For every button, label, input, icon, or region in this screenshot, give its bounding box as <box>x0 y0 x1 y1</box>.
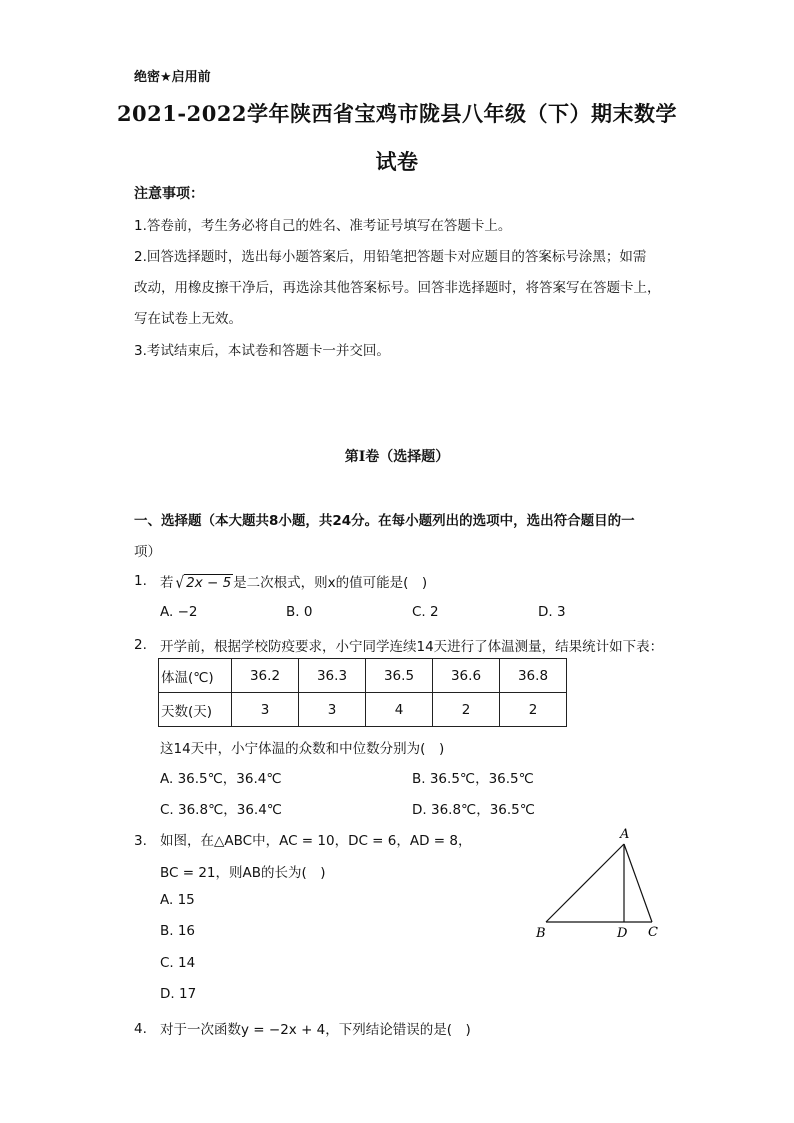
table-cell: 36.3 <box>299 659 366 693</box>
table-cell: 3 <box>232 693 299 727</box>
notice-line: 写在试卷上无效。 <box>134 311 242 327</box>
notice-line: 1.答卷前，考生务必将自己的姓名、准考证号填写在答题卡上。 <box>134 218 512 234</box>
question-number: 4. <box>134 1021 147 1037</box>
q1-prefix: 若 <box>160 575 174 591</box>
triangle-figure <box>530 822 670 944</box>
vertex-d-label: D <box>617 926 628 941</box>
radical-sign-icon: √ <box>175 573 185 593</box>
question-1-stem <box>160 571 427 591</box>
question-3-stem-line2: BC = 21，则AB的长为( ) <box>160 865 326 881</box>
table-cell: 36.8 <box>500 659 567 693</box>
option-d: D. 36.8℃，36.5℃ <box>412 802 535 818</box>
secret-mark: 绝密★启用前 <box>134 70 211 85</box>
table-row <box>159 693 567 727</box>
option-d: D. 3 <box>538 604 566 620</box>
option-b: B. 36.5℃，36.5℃ <box>412 771 534 787</box>
option-a: A. −2 <box>160 604 198 620</box>
table-row-label: 体温(℃) <box>159 659 232 693</box>
notice-heading: 注意事项： <box>134 186 204 202</box>
exam-title-line2: 试卷 <box>375 149 419 174</box>
question-2-ask: 这14天中，小宁体温的众数和中位数分别为( ) <box>160 741 445 757</box>
option-a: A. 15 <box>160 892 195 908</box>
notice-line: 改动，用橡皮擦干净后，再选涂其他答案标号。回答非选择题时，将答案写在答题卡上， <box>134 280 661 296</box>
q1-radicand: 2x − 5 <box>186 575 232 591</box>
question-4-stem: 对于一次函数y = −2x + 4，下列结论错误的是( ) <box>160 1022 471 1038</box>
table-cell: 4 <box>366 693 433 727</box>
option-b: B. 0 <box>286 604 313 620</box>
notice-line: 2.回答选择题时，选出每小题答案后，用铅笔把答题卡对应题目的答案标号涂黑；如需 <box>134 249 647 265</box>
segment-ac <box>624 844 652 922</box>
table-cell: 2 <box>500 693 567 727</box>
question-number: 2. <box>134 637 147 653</box>
table-row-label: 天数(天) <box>159 693 232 727</box>
part-heading-line1: 一、选择题（本大题共8小题，共24分。在每小题列出的选项中，选出符合题目的一 <box>134 513 635 529</box>
segment-ab <box>546 844 624 922</box>
table-cell: 3 <box>299 693 366 727</box>
vertex-c-label: C <box>648 925 658 940</box>
section-title: 第I卷（选择题） <box>344 449 450 465</box>
table-row <box>159 659 567 693</box>
option-c: C. 2 <box>412 604 439 620</box>
question-2-stem: 开学前，根据学校防疫要求，小宁同学连续14天进行了体温测量，结果统计如下表： <box>160 639 664 655</box>
question-3-stem-line1: 如图，在△ABC中，AC = 10，DC = 6，AD = 8， <box>160 833 472 849</box>
vertex-a-label: A <box>620 827 630 842</box>
sqrt-expression <box>176 575 234 591</box>
q1-suffix: 是二次根式，则x的值可能是( ) <box>233 575 428 591</box>
option-a: A. 36.5℃，36.4℃ <box>160 771 282 787</box>
option-c: C. 36.8℃，36.4℃ <box>160 802 282 818</box>
vertex-b-label: B <box>536 926 546 941</box>
temperature-table <box>158 658 567 727</box>
table-cell: 36.2 <box>232 659 299 693</box>
part-heading-line2: 项） <box>134 544 161 560</box>
table-cell: 36.5 <box>366 659 433 693</box>
table-cell: 2 <box>433 693 500 727</box>
table-cell: 36.6 <box>433 659 500 693</box>
question-number: 1. <box>134 573 147 589</box>
option-d: D. 17 <box>160 986 197 1002</box>
option-c: C. 14 <box>160 955 196 971</box>
option-b: B. 16 <box>160 923 196 939</box>
notice-line: 3.考试结束后，本试卷和答题卡一并交回。 <box>134 343 390 359</box>
question-number: 3. <box>134 833 147 849</box>
exam-title-line1: 2021-2022学年陕西省宝鸡市陇县八年级（下）期末数学 <box>116 101 678 126</box>
